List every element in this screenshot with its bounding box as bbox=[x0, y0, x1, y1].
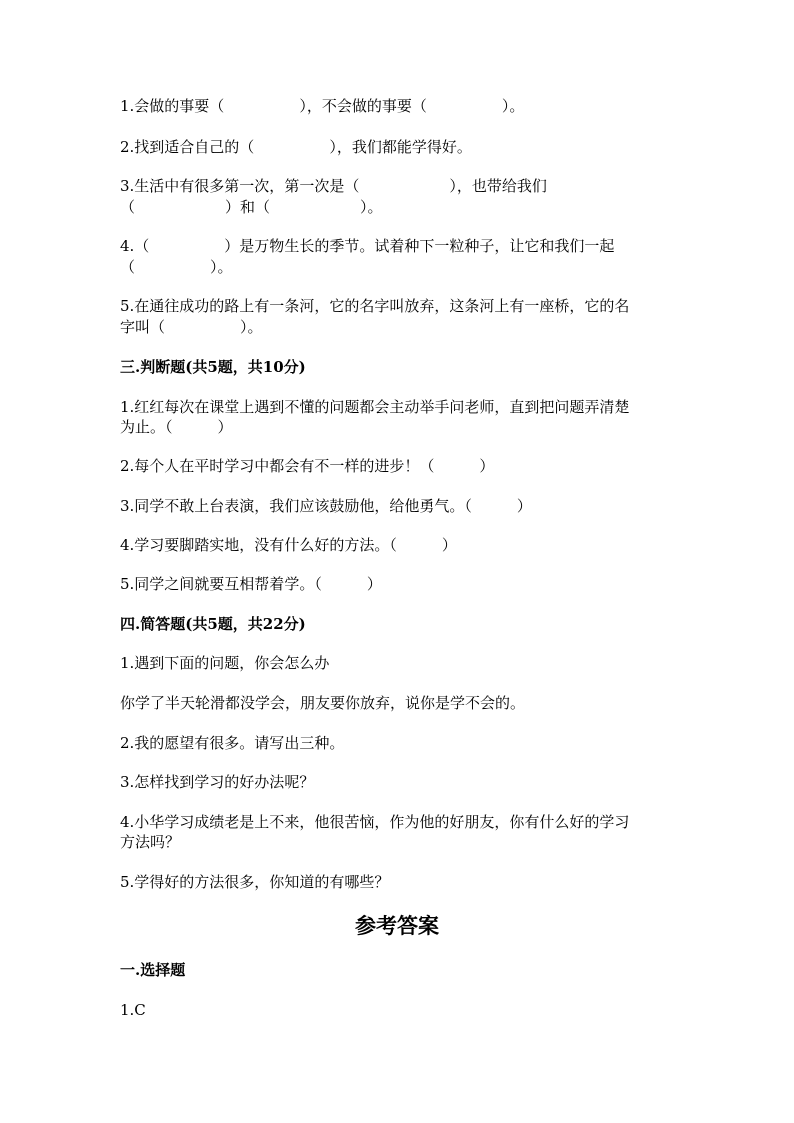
judge-question-1: 1.红红每次在课堂上遇到不懂的问题都会主动举手问老师，直到把问题弄清楚 bbox=[120, 398, 630, 416]
judge-question-2: 2.每个人在平时学习中都会有不一样的进步！（ ） bbox=[120, 457, 495, 475]
judge-question-4: 4.学习要脚踏实地，没有什么好的方法。（ ） bbox=[120, 536, 457, 554]
answer-key-title: 参考答案 bbox=[355, 913, 439, 938]
fill-question-1: 1.会做的事要（ ），不会做的事要（ ）。 bbox=[120, 97, 525, 115]
judge-question-3: 3.同学不敢上台表演，我们应该鼓励他，给他勇气。（ ） bbox=[120, 497, 532, 515]
short-question-2: 2.我的愿望有很多。请写出三种。 bbox=[120, 734, 345, 752]
section-heading-judgement: 三.判断题(共5题，共10分) bbox=[120, 358, 306, 376]
section-heading-short-answer: 四.简答题(共5题，共22分) bbox=[120, 615, 306, 633]
short-question-3: 3.怎样找到学习的好办法呢？ bbox=[120, 773, 315, 791]
fill-question-3: 3.生活中有很多第一次，第一次是（ ），也带给我们 bbox=[120, 177, 547, 195]
fill-question-4: 4.（ ）是万物生长的季节。试着种下一粒种子，让它和我们一起 bbox=[120, 237, 615, 255]
fill-question-2: 2.找到适合自己的（ ），我们都能学得好。 bbox=[120, 138, 472, 156]
short-question-1: 1.遇到下面的问题，你会怎么办 bbox=[120, 654, 330, 672]
fill-question-3-cont: （ ）和（ ）。 bbox=[120, 198, 383, 216]
short-question-1-scenario: 你学了半天轮滑都没学会，朋友要你放弃，说你是学不会的。 bbox=[120, 694, 526, 712]
short-question-5: 5.学得好的方法很多，你知道的有哪些？ bbox=[120, 873, 390, 891]
answer-section-heading: 一.选择题 bbox=[120, 961, 186, 979]
judge-question-5: 5.同学之间就要互相帮着学。（ ） bbox=[120, 575, 382, 593]
short-question-4: 4.小华学习成绩老是上不来，他很苦恼，作为他的好朋友，你有什么好的学习 bbox=[120, 813, 630, 831]
short-question-4-cont: 方法吗？ bbox=[120, 833, 181, 851]
fill-question-4-cont: （ ）。 bbox=[120, 258, 233, 276]
judge-question-1-cont: 为止。（ ） bbox=[120, 418, 233, 436]
answer-item-1: 1.C bbox=[120, 1001, 146, 1019]
fill-question-5: 5.在通往成功的路上有一条河，它的名字叫放弃，这条河上有一座桥，它的名 bbox=[120, 297, 630, 315]
fill-question-5-cont: 字叫（ ）。 bbox=[120, 318, 263, 336]
